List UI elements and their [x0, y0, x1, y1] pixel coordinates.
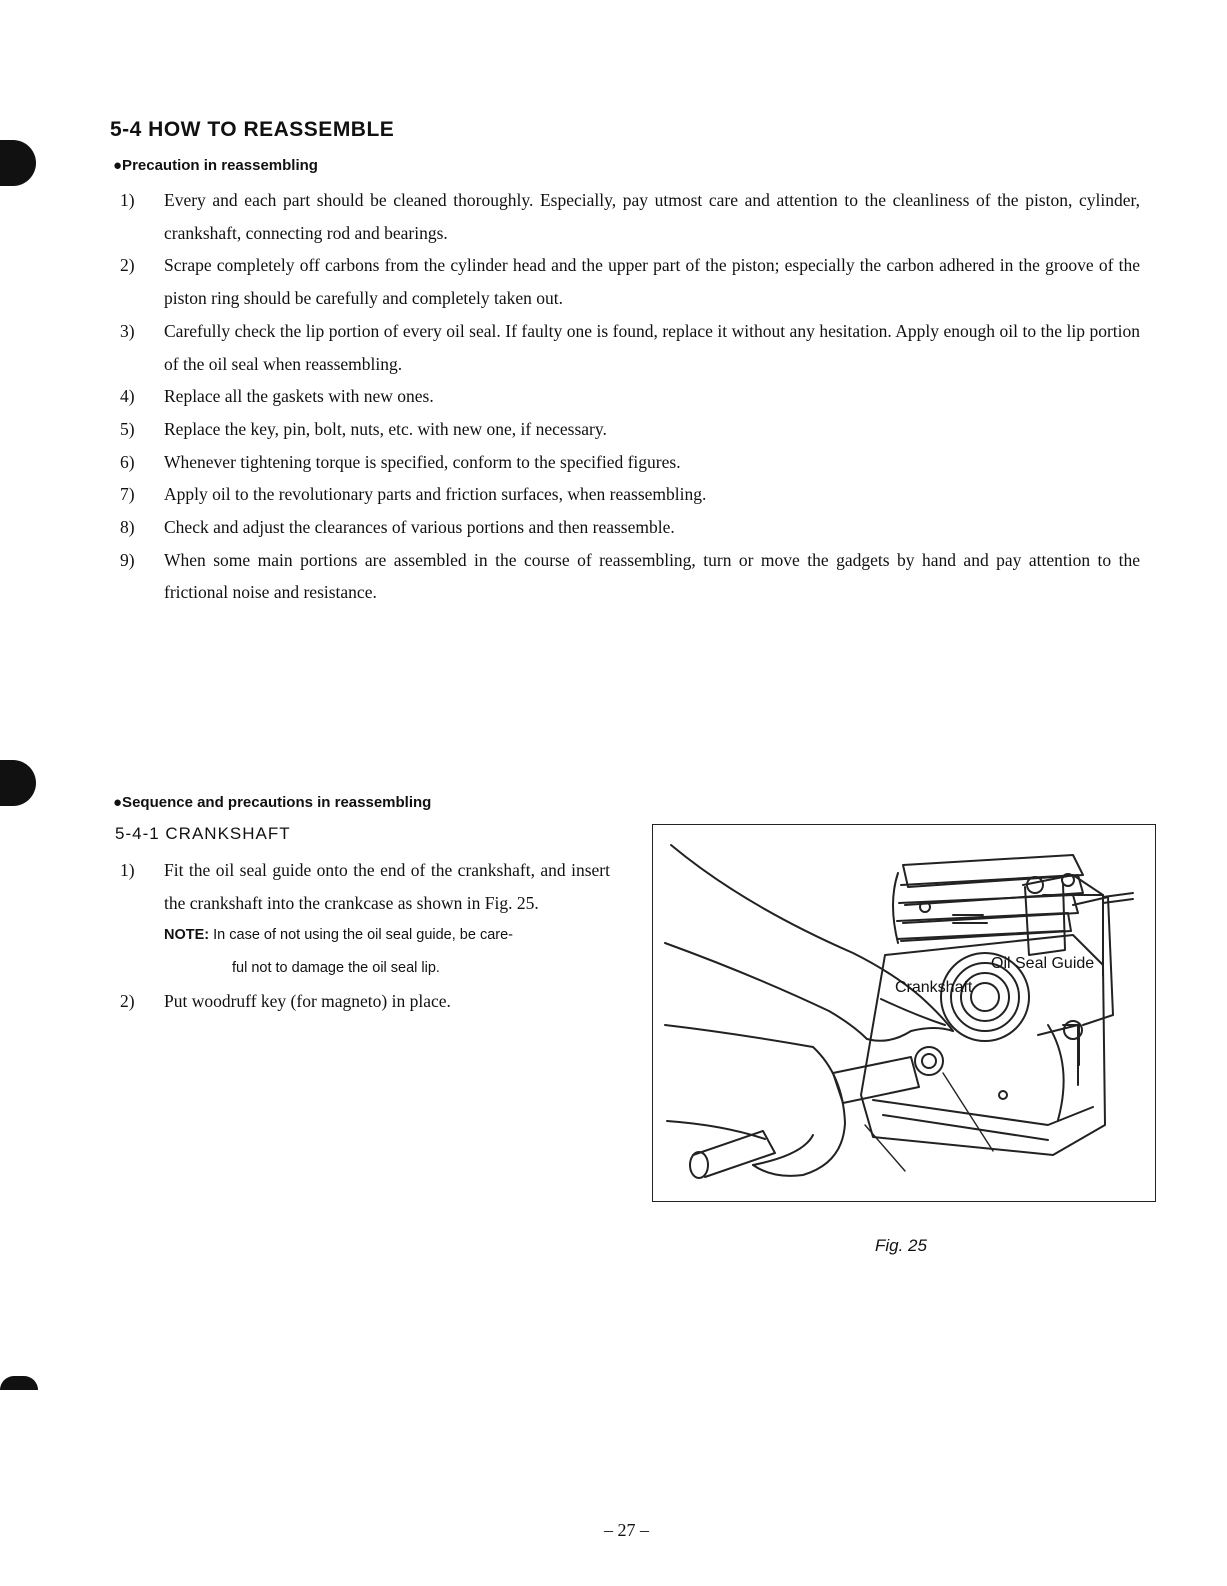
- crankshaft-steps: [120, 854, 610, 1018]
- note-label: NOTE:: [164, 927, 210, 944]
- label-oil-seal-guide: Oil Seal Guide: [991, 955, 1095, 972]
- figure-caption: Fig. 25: [875, 1236, 927, 1255]
- list-item: 1) Every and each part should be cleaned thoroughly. Especially, pay utmost care and attention to the cleanliness of the piston, cylinder, crankshaft, connecting rod and bearings.: [120, 190, 1140, 243]
- page-number: – 27 –: [604, 1520, 649, 1540]
- note-text: In case of not using the oil seal guide, be care-: [213, 927, 513, 944]
- list-item: 4) Replace all the gaskets with new ones.: [120, 386, 434, 407]
- binder-hole: [0, 760, 36, 806]
- list-item: 1) Fit the oil seal guide onto the end of the crankshaft, and insert the crankshaft into the crankcase as shown in Fig. 25.: [120, 860, 610, 913]
- list-item: 7) Apply oil to the revolutionary parts and friction surfaces, when reassembling.: [120, 484, 707, 505]
- sequence-heading: ●Sequence and precautions in reassembling: [113, 794, 432, 811]
- list-item: 6) Whenever tightening torque is specified, conform to the specified figures.: [120, 451, 681, 472]
- list-item: 3) Carefully check the lip portion of every oil seal. If faulty one is found, replace it without any hesitation. Apply enough oil to the lip portion of the oil seal when reassembling.: [120, 320, 1140, 374]
- list-item: 2) Put woodruff key (for magneto) in place.: [120, 990, 451, 1011]
- precaution-heading: ●Precaution in reassembling: [113, 157, 318, 174]
- subsection-title: 5-4-1 CRANKSHAFT: [115, 824, 291, 843]
- crankcase-illustration: [653, 825, 1156, 1202]
- label-crankshaft: Crankshaft: [895, 979, 973, 996]
- binder-hole: [0, 1376, 38, 1390]
- note-text-cont: ful not to damage the oil seal lip.: [232, 960, 440, 977]
- list-item: 8) Check and adjust the clearances of various portions and then reassemble.: [120, 517, 675, 538]
- list-item: 2) Scrape completely off carbons from the cylinder head and the upper part of the piston; especially the carbon adhered in the groove of the piston ring should be carefully and completely taken out.: [120, 255, 1140, 309]
- figure-25: [652, 824, 1156, 1202]
- precaution-list: [120, 184, 1140, 609]
- binder-hole: [0, 140, 36, 186]
- list-item: 9) When some main portions are assembled in the course of reassembling, turn or move the gadgets by hand and pay attention to the frictional noise and resistance.: [120, 549, 1140, 603]
- crankshaft: [690, 1047, 943, 1178]
- hands: [665, 845, 953, 1176]
- note: [120, 919, 610, 984]
- cylinder-fins: [893, 855, 1083, 943]
- section-title: 5-4 HOW TO REASSEMBLE: [110, 118, 395, 141]
- list-item: 5) Replace the key, pin, bolt, nuts, etc. with new one, if necessary.: [120, 418, 607, 439]
